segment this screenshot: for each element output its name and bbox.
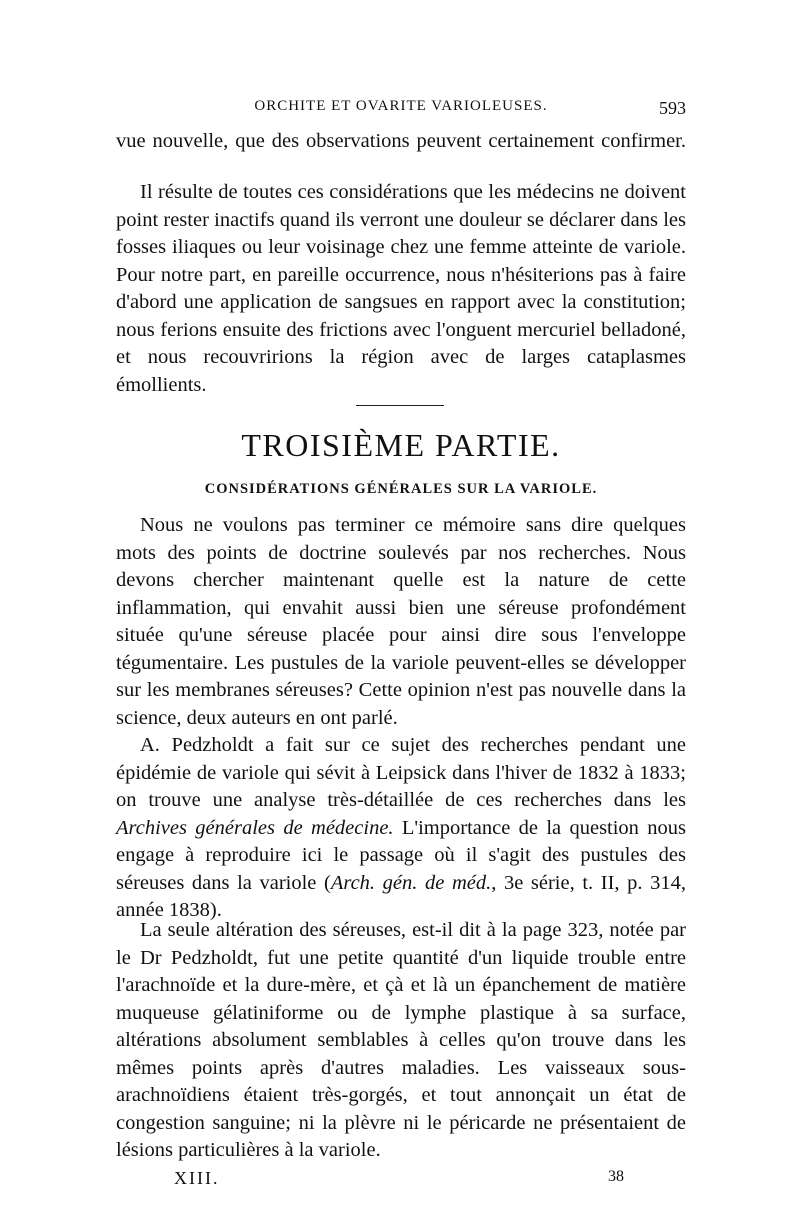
pedzholdt-text-a: A. Pedzholdt a fait sur ce sujet des recherches pendant une épidémie de variole qui sévit à Leipsick dans l'hiver de 1832 à 1833; on trouve une analyse très-détaillée de ces recherches dans les [116,734,686,811]
conclusion-paragraph: Il résulte de toutes ces considérations que les médecins ne doivent point rester inactifs quand ils verront une douleur se déclarer dans les fosses iliaques ou leur voisinage chez une femme atteinte de variole. Pour notre part, en pareille occurrence, nous n'hésiterions pas à faire d'abord une application de sangsues en rapport avec la constitution; nous ferions ensuite des frictions avec l'onguent mercuriel belladoné, et nous recouvririons la région avec de larges cataplasmes émollients. [116,181,686,396]
continuation-paragraph: vue nouvelle, que des observations peuvent certainement confirmer. [116,130,686,152]
intro-paragraph: Nous ne voulons pas terminer ce mémoire sans dire quelques mots des points de doctrine soulevés par nos recherches. Nous devons chercher maintenant quelle est la nature de cette inflammation, qui envahit aussi bien une séreuse profondément située qu'une séreuse placée pour ainsi dire sous l'enveloppe tégumentaire. Les pustules de la variole peuvent-elles se développer sur les membranes séreuses? Cette opinion n'est pas nouvelle dans la science, deux auteurs en ont parlé. [116,514,686,729]
journal-reference: Arch. gén. de méd. [330,871,492,894]
footer-number: 38 [608,1168,624,1185]
section-subtitle: CONSIDÉRATIONS GÉNÉRALES SUR LA VARIOLE. [204,481,598,497]
pedzholdt-paragraph [116,732,686,925]
running-head [116,98,686,124]
journal-title: Archives générales de médecine. [116,816,394,839]
page-number: 593 [659,98,686,118]
pedzholdt-text-b: L'importance de la question nous engage à reproduire ici le passage où il s'agit des pustules des séreuses dans la variole ( [116,816,687,894]
signature-mark: XIII. [174,1168,220,1188]
pedzholdt-text-c: , 3e série, t. II, p. 314, année 1838). [116,871,686,921]
running-title: ORCHITE ET OVARITE VARIOLEUSES. [254,98,548,114]
quote-paragraph: La seule altération des séreuses, est-il dit à la page 323, notée par le Dr Pedzholdt, fut une petite quantité d'un liquide trouble entre l'arachnoïde et la dure-mère, et çà et là un épanchement de matière muqueuse gélatiniforme ou de lymphe plastique à sa surface, altérations absolument semblables à celles qu'on trouve dans les mêmes points après d'autres maladies. Les vaisseaux sous-arachnoïdiens étaient très-gorgés, et tout annonçait un état de congestion sanguine; ni la plèvre ni le péricarde ne présentaient de lésions particulières à la variole. [116,919,686,1161]
part-title: TROISIÈME PARTIE. [241,427,561,463]
section-divider [356,405,444,406]
page-footer [116,1168,686,1192]
